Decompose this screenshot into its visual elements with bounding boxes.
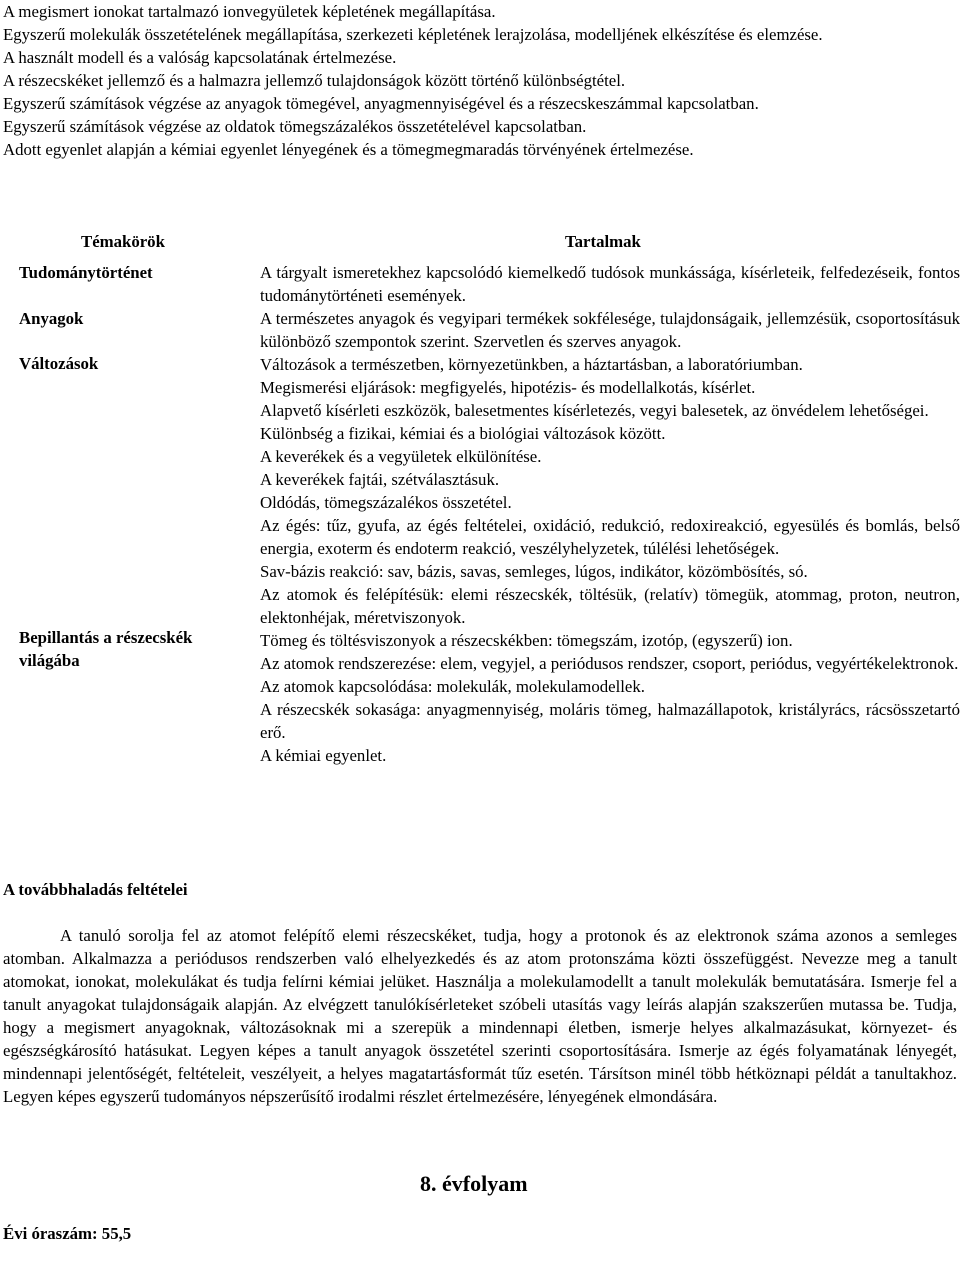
intro-line: Egyszerű molekulák összetételének megállapítása, szerkezeti képletének lerajzolása, modelljének elkészítése és elemzése. — [3, 25, 823, 44]
content-item: A részecskék sokasága: anyagmennyiség, moláris tömeg, halmazállapotok, kristályrács, rácsösszetartó erő. — [260, 700, 960, 742]
intro-line: Egyszerű számítások végzése az oldatok tömegszázalékos összetételével kapcsolatban. — [3, 117, 587, 136]
content-item: A természetes anyagok és vegyipari termékek sokfélesége, tulajdonságaik, jellemzésük, csoportosításuk különböző szempontok szerint. Szervetlen és szerves anyagok. — [260, 309, 960, 351]
topics-header: Témakörök — [81, 232, 165, 251]
annual-hours: Évi óraszám: 55,5 — [3, 1224, 132, 1243]
topic-particles: Bepillantás a részecskék világába — [19, 628, 193, 670]
content-item: A tárgyalt ismeretekhez kapcsolódó kiemelkedő tudósok munkássága, kísérleteik, felfedezéseik, fontos tudománytörténeti események. — [260, 263, 960, 305]
content-item: Az égés: tűz, gyufa, az égés feltételei, oxidáció, redukció, redoxireakció, egyesülés és bomlás, belső energia, exoterm és endoterm reakció, veszélyhelyzetek, túlélési lehetőségek. — [260, 516, 960, 558]
topic-materials: Anyagok — [19, 309, 84, 328]
topic-history: Tudománytörténet — [19, 263, 153, 282]
content-item: A keverékek fajtái, szétválasztásuk. — [260, 470, 500, 489]
intro-line: Adott egyenlet alapján a kémiai egyenlet lényegének és a tömegmegmaradás törvényének értelmezése. — [3, 140, 694, 159]
section-paragraph: A tanuló sorolja fel az atomot felépítő elemi részecskéket, tudja, hogy a protonok és az elektronok száma azonos a semleges atomban. Alkalmazza a periódusos rendszerben való elhelyezkedés és az atom protonszáma közti összefüggést. Nevezze meg a tanult atomokat, ionokat, molekulákat és tudja felírni kémiai jelüket. Használja a molekulamodellt a tanult molekulák bemutatására. Ismerje fel a tanult anyagokat tulajdonságaik alapján. Az elvégzett tanulókísérleteket szóbeli utasítás vagy leírás alapján szakszerűen mutassa be. Tudja, hogy a megismert anyagoknak, változásoknak mi a szerepük a mindennapi életben, ismerje helyes alkalmazásukat, környezet- és egészségkárosító hatásukat. Legyen képes a tanult anyagok összetétel szerinti csoportosítására. Ismerje az égés folyamatának lényegét, mindennapi jelentőségét, feltételeit, veszélyeit, a helyes magatartásformát tűz esetén. Társítson minél több hétköznapi példát a tanultakhoz. Legyen képes egyszerű tudományos népszerűsítő irodalmi részlet értelmezésére, lényegének elmondására. — [3, 926, 957, 1106]
content-item: Tömeg és töltésviszonyok a részecskékben: tömegszám, izotóp, (egyszerű) ion. — [260, 631, 793, 650]
content-item: Változások a természetben, környezetünkben, a háztartásban, a laboratóriumban. — [260, 355, 803, 374]
content-item: Az atomok kapcsolódása: molekulák, molekulamodellek. — [260, 677, 645, 696]
content-item: Az atomok és felépítésük: elemi részecskék, töltésük, (relatív) tömegük, atommag, proton, neutron, elektonhéjak, méretviszonyok. — [260, 585, 960, 627]
contents-header: Tartalmak — [565, 232, 641, 251]
content-item: Sav-bázis reakció: sav, bázis, savas, semleges, lúgos, indikátor, közömbösítés, só. — [260, 562, 808, 581]
intro-line: Egyszerű számítások végzése az anyagok tömegével, anyagmennyiségével és a részecskeszámmal kapcsolatban. — [3, 94, 759, 113]
content-item: A kémiai egyenlet. — [260, 746, 387, 765]
content-item: Az atomok rendszerezése: elem, vegyjel, a periódusos rendszer, csoport, periódus, vegyértékelektronok. — [260, 654, 959, 673]
content-item: Megismerési eljárások: megfigyelés, hipotézis- és modellalkotás, kísérlet. — [260, 378, 756, 397]
intro-line: A használt modell és a valóság kapcsolatának értelmezése. — [3, 48, 397, 67]
contents-list — [260, 261, 960, 767]
content-item: Alapvető kísérleti eszközök, balesetmentes kísérletezés, vegyi balesetek, az önvédelem lehetőségei. — [260, 401, 929, 420]
intro-line: A részecskéket jellemző és a halmazra jellemző tulajdonságok között történő különbségtétel. — [3, 71, 626, 90]
grade-heading: 8. évfolyam — [420, 1171, 528, 1196]
content-item: A keverékek és a vegyületek elkülönítése. — [260, 447, 542, 466]
content-item: Oldódás, tömegszázalékos összetétel. — [260, 493, 512, 512]
intro-list — [3, 0, 957, 161]
content-item: Különbség a fizikai, kémiai és a biológiai változások között. — [260, 424, 666, 443]
section-title: A továbbhaladás feltételei — [3, 880, 188, 899]
intro-line: A megismert ionokat tartalmazó ionvegyületek képletének megállapítása. — [3, 2, 496, 21]
topic-changes: Változások — [19, 354, 99, 373]
